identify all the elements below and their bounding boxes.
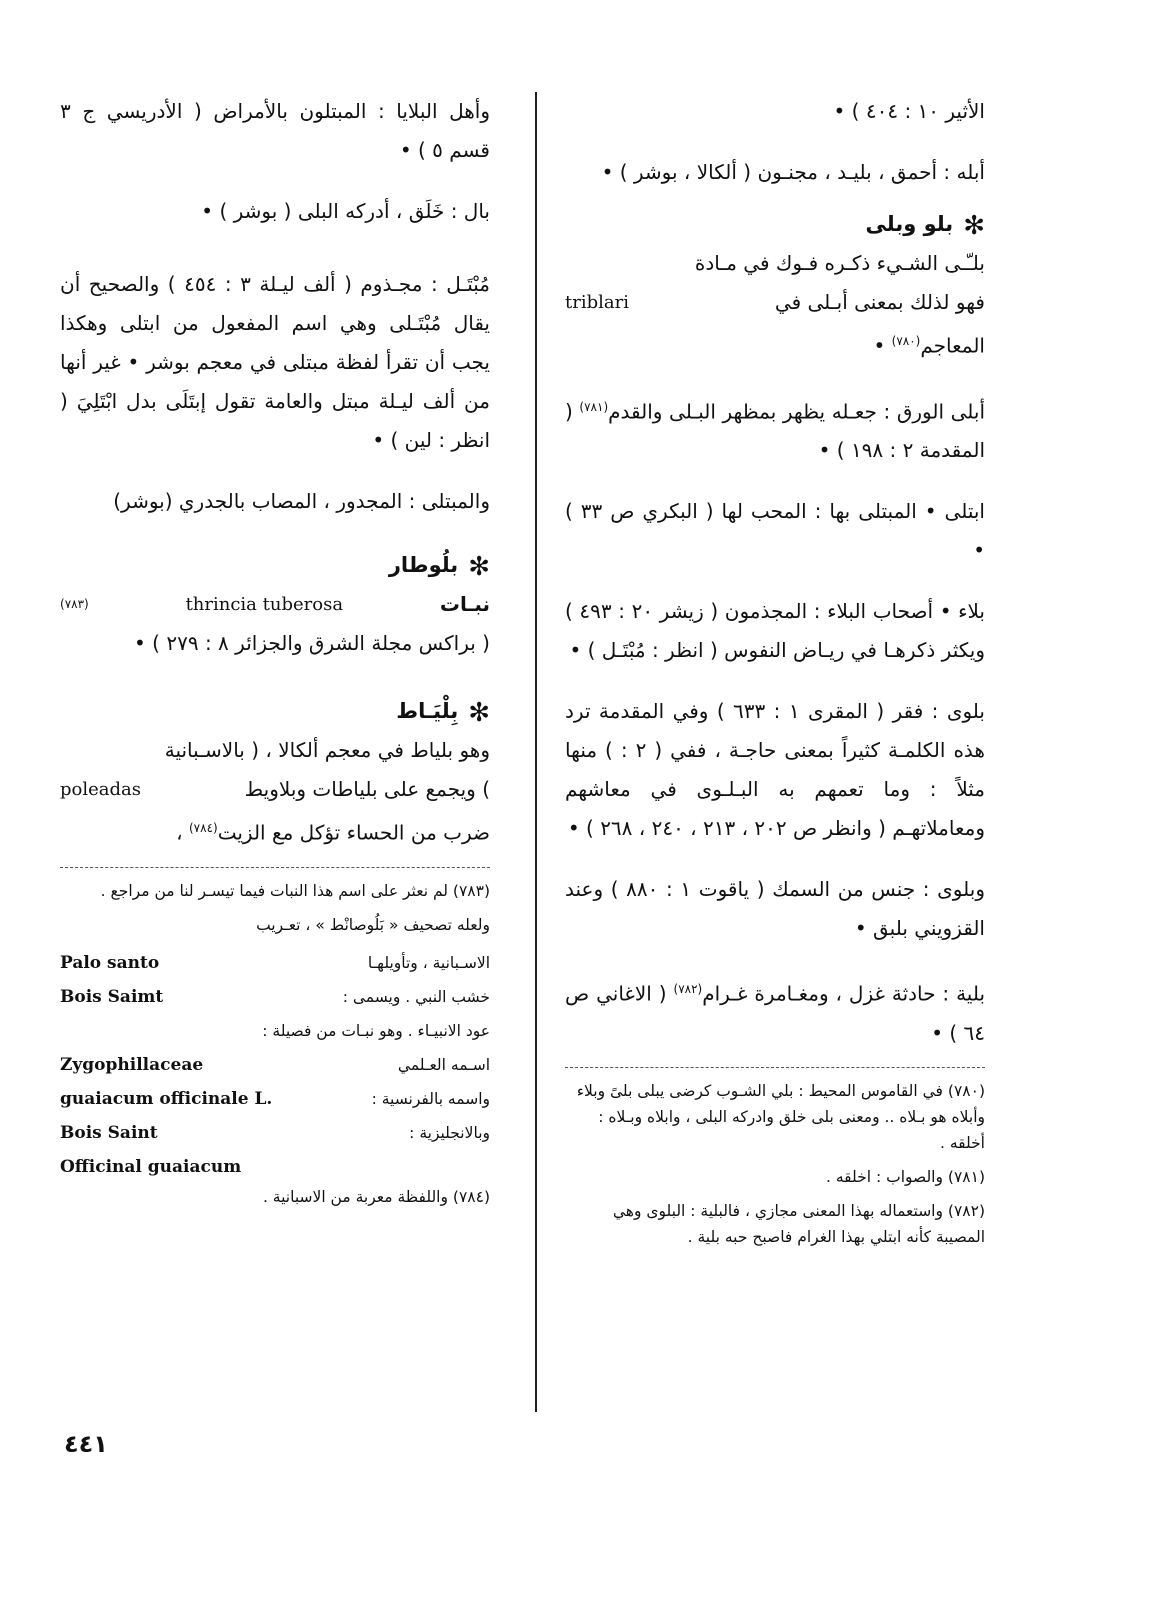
footnote-782: (٧٨٢) واستعماله بهذا المعنى مجازي ، فالبلية : البلوى وهي المصيبة كأنه ابتلي بهذا الغرام فاصبح حبه بلية .	[612, 1201, 985, 1246]
section-heading-balw: ✻بلو وبلى	[865, 211, 985, 241]
entry-ibtala: ابتلى • المبتلى بها : المحب لها ( البكري ص ٣٣ ) •	[565, 499, 985, 563]
footnote-783: (٧٨٣) لم نعثر على اسم هذا النبات فيما تيسـر لنا من مراجع .	[100, 881, 490, 900]
entry-balla: بلـّـى الشـيء ذكـره فـوك في مـادة فهو لذلك بمعنى أبـلى في triblari المعاجم$^{(٧٨٠)}$ •	[565, 251, 985, 358]
left-column	[60, 92, 490, 1218]
footnote-row: Officinal guaiacum	[60, 1156, 242, 1177]
footnote-separator	[565, 1067, 985, 1068]
entry-balaa: بلاء • أصحاب البلاء : المجذمون ( زيشر ٢٠ : ٤٩٣ ) ويكثر ذكرهـا في ريـاض النفوس ( انظر : مُبْتَـل ) •	[565, 599, 985, 663]
footnote-783-continued: ولعله تصحيف « بَلُوصانْط » ، تعـريب	[256, 915, 490, 934]
page-number: ٤٤١	[64, 1430, 108, 1458]
footnote-783-table	[60, 946, 490, 1184]
footnote-row: واسمه بالفرنسية : guaiacum officinale L.	[60, 1088, 490, 1109]
entry-mubtal: مُبْتَـل : مجـذوم ( ألف ليـلة ٣ : ٤٥٤ ) والصحيح أن يقال مُبْتَـلى وهي اسم المفعول من ابتلى وهكذا يجب أن تقرأ لفظة مبتلى في معجم بوشر • غير أنها من ألف ليـلة مبتل والعامة تقول إبتَلَى بدل ابْتَلِيَ ( انظر : لين ) •	[60, 272, 491, 452]
asterisk-icon: ✻	[468, 698, 490, 728]
footnote-781: (٧٨١) والصواب : اخلقه .	[826, 1167, 985, 1186]
right-column	[565, 92, 985, 1258]
asterisk-icon: ✻	[468, 552, 490, 582]
plant-row: نبـات thrincia tuberosa (٧٨٣)	[60, 592, 490, 616]
footnote-row: وبالانجليزية : Bois Saint	[60, 1122, 490, 1143]
entry-baliyya: بلية : حادثة غزل ، ومغـامرة غـرام$^{(٧٨٢)}$ ( الاغاني ص ٦٤ ) •	[565, 981, 986, 1045]
entry-bilyat: وهو بلياط في معجم ألكالا ، ( بالاسـبانية ) ويجمع على بلياطات وبلاويط poleadas ضرب من الحساء تؤكل مع الزيت$^{(٧٨٤)}$ ،	[60, 738, 490, 845]
footnote-row: عود الانبيـاء . وهو نبـات من فصيلة :	[262, 1021, 490, 1040]
footnote-780: (٧٨٠) في القاموس المحيط : بلي الشـوب كرضى يبلى بلىً وبلاء وأبلاه هو بـلاه .. ومعنى بلى خلق وادركه البلى ، وابلاه وبـلاه : أخلقه .	[576, 1081, 985, 1152]
entry-brax: ( براكس مجلة الشرق والجزائر ٨ : ٢٧٩ ) •	[134, 631, 490, 655]
entry-ablah: أبله : أحمق ، بليـد ، مجنـون ( ألكالا ، بوشر ) •	[601, 160, 985, 184]
column-divider	[535, 92, 537, 1412]
entry-athir: الأثير ١٠ : ٤٠٤ ) •	[833, 99, 985, 123]
entry-balwa-fish: وبلوى : جنس من السمك ( ياقوت ١ : ٨٨٠ ) وعند القزويني بلبق •	[565, 877, 985, 941]
section-heading-bilyat: ✻بِلْيَـاط	[396, 698, 490, 728]
entry-mubtala: والمبتلى : المجدور ، المصاب بالجدري (بوشر)	[113, 489, 490, 513]
footnote-row: اسـمه العـلمي Zygophillaceae	[60, 1054, 490, 1075]
asterisk-icon: ✻	[963, 211, 985, 241]
footnote-row: خشب النبي . ويسمى : Bois Saimt	[60, 986, 490, 1007]
footnote-784: (٧٨٤) واللفظة معربة من الاسبانية .	[262, 1187, 490, 1206]
entry-balwa: بلوى : فقر ( المقرى ١ : ٦٣٣ ) وفي المقدمة ترد هذه الكلمـة كثيراً بمعنى حاجـة ، ففي ( ٢ : ) منها مثلاً : وما تعمهم به البـلـوى في معاشهم ومعاملاتهـم ( وانظر ص ٢٠٢ ، ٢١٣ ، ٢٤٠ ، ٢٦٨ ) •	[565, 699, 985, 841]
section-heading-bulutar: ✻بلُوطار	[388, 552, 490, 582]
entry-abla-alwaraq: أبلى الورق : جعـله يظهر بمظهر البـلى والقدم$^{(٧٨١)}$ ( المقدمة ٢ : ١٩٨ ) •	[565, 399, 986, 463]
footnote-separator	[60, 867, 490, 868]
entry-bal: بال : خَلَق ، أدركه البلى ( بوشر ) •	[201, 199, 490, 223]
footnote-row: الاسـبانية ، وتأويلهـا Palo santo	[60, 952, 490, 973]
entry-ahl-albalaya: وأهل البلايا : المبتلون بالأمراض ( الأدريسي ج ٣ قسم ٥ ) •	[60, 99, 490, 162]
